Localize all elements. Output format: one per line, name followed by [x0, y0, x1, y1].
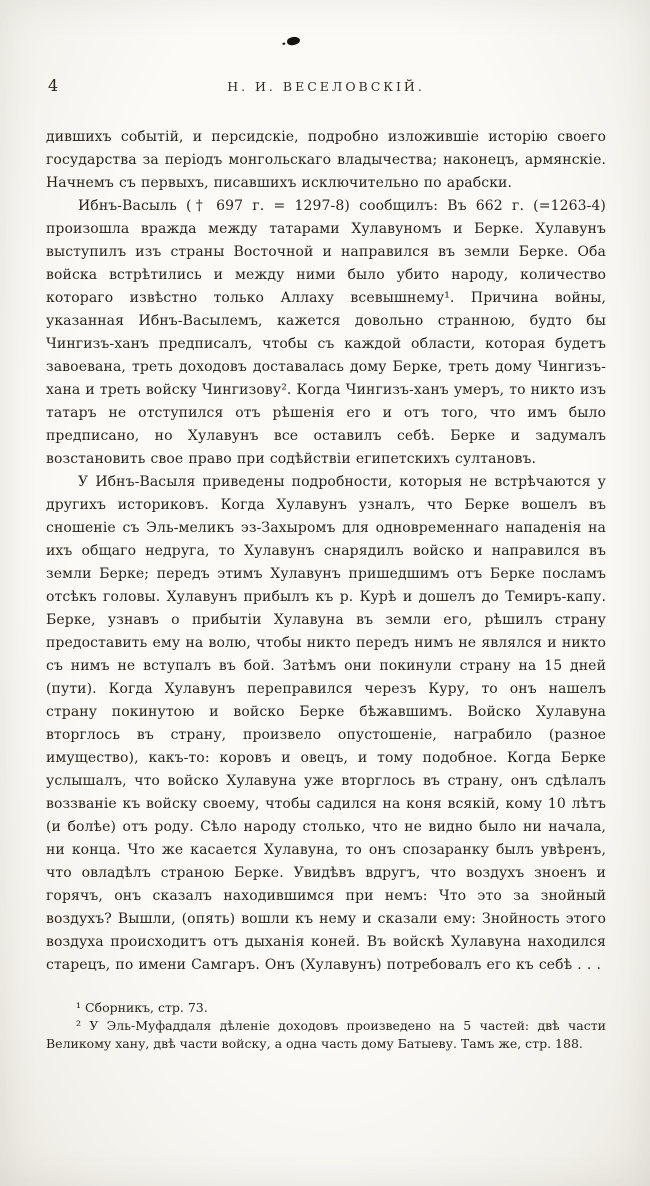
- footnotes-section: [46, 999, 606, 1053]
- running-header: Н. И. ВЕСЕЛОВСКІЙ.: [227, 79, 425, 94]
- paragraph-continuation: дившихъ событій, и персидскіе, подробно изложившіе исторію своего государства за періодъ монгольскаго владычества; наконецъ, армянскіе. Начнемъ съ первыхъ, писавшихъ исключительно по арабски.: [46, 129, 606, 191]
- page-header: [46, 76, 606, 98]
- page-number: 4: [48, 76, 59, 95]
- body-text: [46, 126, 606, 977]
- paragraph-details: У Ибнъ-Васыля приведены подробности, которыя не встрѣчаются у другихъ историковъ. Когда Хулавунъ узналъ, что Берке вошелъ въ сношеніе съ Эль-меликъ эз-Захыромъ для одновременнаго нападенія на ихъ общаго недруга, то Хулавунъ снарядилъ войско и направился въ земли Берке; передъ этимъ Хулавунъ пришедшимъ отъ Берке посламъ отсѣкъ головы. Хулавунъ прибылъ къ р. Курѣ и дошелъ до Темиръ-капу. Берке, узнавъ о прибытіи Хулавуна въ земли его, рѣшилъ страну предоставить ему на волю, чтобы никто передъ нимъ не являлся и никто съ нимъ не вступалъ въ бой. Затѣмъ они покинули страну на 15 дней (пути). Когда Хулавунъ переправился черезъ Куру, то онъ нашелъ страну покинутою и войско Берке бѣжавшимъ. Войско Хулавуна вторглось въ страну, произвело опустошеніе, награбило (разное имущество), какъ-то: коровъ и овецъ, и тому подобное. Когда Берке услышалъ, что войско Хулавуна уже вторглось въ страну, онъ сдѣлалъ воззваніе къ войску своему, чтобы садился на коня всякій, кому 10 лѣтъ (и болѣе) отъ роду. Сѣло народу столько, что не видно было ни начала, ни конца. Что же касается Хулавуна, то онъ спозаранку былъ увѣренъ, что овладѣлъ страною Берке. Увидѣвъ вдругъ, что воздухъ зноенъ и горячъ, онъ сказалъ находившимся при немъ: Что это за знойный воздухъ? Вышли, (опять) вошли къ нему и сказали ему: Знойность этого воздуха происходитъ отъ дыханія коней. Въ войскѣ Хулавуна находился старецъ, по имени Самгаръ. Онъ (Хулавунъ) потребовалъ его къ себѣ . . .: [46, 474, 606, 973]
- footnote-2: ² У Эль-Муфаддаля дѣленіе доходовъ произведено на 5 частей: двѣ части Великому хану, двѣ части войску, а одна часть дому Батыеву. Тамъ же, стр. 188.: [46, 1018, 606, 1051]
- ink-blot-artifact: [286, 36, 300, 46]
- footnote-1: ¹ Сборникъ, стр. 73.: [76, 1000, 208, 1015]
- paragraph-ibn-wasil: Ибнъ-Васыль († 697 г. = 1297-8) сообщилъ: Въ 662 г. (=1263-4) произошла вражда между татарами Хулавуномъ и Берке. Хулавунъ выступилъ изъ страны Восточной и направился въ земли Берке. Оба войска встрѣтились и между ними было убито народу, количество котораго извѣстно только Аллаху всевышнему¹. Причина войны, указанная Ибнъ-Васылемъ, кажется довольно странною, будто бы Чингизъ-ханъ предписалъ, чтобы съ каждой области, которая будетъ завоевана, треть доходовъ доставалась дому Берке, треть дому Чингизъ-хана и треть войску Чингизову². Когда Чингизъ-ханъ умеръ, то никто изъ татаръ не отступился отъ рѣшенія его и отъ того, что имъ было предписано, но Хулавунъ все оставилъ себѣ. Берке и задумалъ возстановить свое право при содѣйствіи египетскихъ султановъ.: [46, 198, 606, 467]
